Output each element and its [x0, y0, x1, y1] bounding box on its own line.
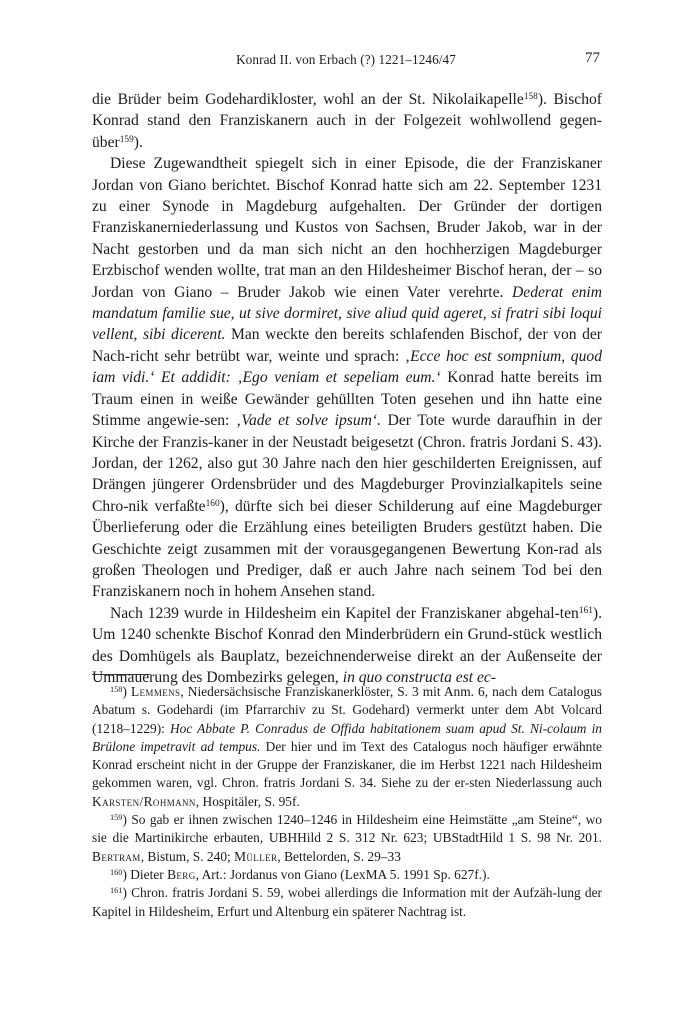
text-run: , Bistum, S. 240;: [140, 848, 235, 864]
text-run: ) Dieter: [122, 866, 168, 882]
text-run: , Hospitäler, S. 95f.: [195, 793, 300, 809]
footnote-ref-159: 159: [119, 134, 134, 145]
latin-quote: ‚Vade et solve ipsum‘.: [236, 412, 381, 430]
footnote-ref-161: 161: [578, 605, 593, 616]
latin-quote: Hoc Abbate P. Conradus de Offida habitationem suam apud St. Ni-colaum in Brülone impetravit ad tempus.: [92, 720, 602, 754]
author-name: Müller: [234, 848, 278, 864]
text-run: ). Um 1240 schenkte Bischof Konrad den Minderbrüdern ein Grund-stück westlich des Domhügels als Bauplatz, bezeichnenderweise direkt an der Außenseite der Ummauerung des Dombezirks gelegen,: [92, 604, 602, 686]
author-name: Bertram: [92, 848, 141, 864]
footnote-number: 159: [110, 812, 123, 822]
author-name: Karsten/Rohmann: [92, 793, 196, 809]
text-run: Konrad hatte bereits im Traum einen in weiße Gewänder gehüllten Toten gesehen und ihn hatte eine Stimme angewie-sen:: [92, 369, 602, 430]
footnote-number: 160: [110, 867, 123, 877]
main-text: [92, 89, 602, 688]
text-run: , Bettelorden, S. 29–33: [277, 848, 401, 864]
text-run: ), dürfte sich bei dieser Schilderung auf eine Magdeburger Überlieferung oder die Erzählung eines beteiligten Bruders gestützt haben. Die Geschichte zeigt zusammen mit der vorausgegangenen Bewertung Kon-rad als großen Theologen und Prediger, daß er auch Jahre nach seinem Tod bei den Franziskanern noch in hohem Ansehen stand.: [92, 497, 602, 601]
footnote-number: 158: [110, 684, 123, 694]
footnote-159: [92, 811, 602, 866]
footnote-158: [92, 683, 602, 811]
text-run: Der hier und im Text des Catalogus noch häufiger erwähnte Konrad erscheint nicht in der Gruppe der Franziskaner, die im Herbst 1221 nach Hildesheim gekommen waren, vgl. Chron. fratris Jordani S. 34. Siehe zu der er-sten Niederlassung auch: [92, 738, 602, 791]
latin-quote: in quo constructa est ec-: [342, 668, 497, 686]
text-run: , Niedersächsische Franziskanerklöster, S. 3 mit Anm. 6, nach dem Catalogus Abatum s. Godehardi (im Pfarrarchiv zu St. Godehard) vermerkt unter dem Abt Volcard (1218–1229):: [92, 684, 602, 736]
text-run: Nach 1239 wurde in Hildesheim ein Kapitel der Franziskaner abgehal-ten: [110, 604, 579, 622]
footnote-ref-158: 158: [523, 91, 538, 102]
text-run: Man weckte den bereits schlafenden Bischof, der von der Nach-richt sehr betrübt war, weinte und sprach:: [92, 326, 602, 365]
paragraph-1: [92, 89, 602, 153]
text-run: ) So gab er ihnen zwischen 1240–1246 in Hildesheim eine Heimstätte „am Steine“, wo sie die Martinikirche erbauten, UBHHild 2 S. 312 Nr. 623; UBStadtHild 1 S. 98 Nr. 201.: [92, 812, 602, 846]
author-name: Berg: [167, 866, 196, 882]
text-run: ) Chron. fratris Jordani S. 59, wobei allerdings die Information mit der Aufzäh-lung der Kapitel in Hildesheim, Erfurt und Altenburg ein späterer Nachtrag ist.: [92, 885, 602, 919]
page-number: 77: [585, 50, 600, 66]
page-header: [92, 50, 600, 70]
text-run: , Art.: Jordanus von Giano (LexMA 5. 1991 Sp. 627f.).: [195, 866, 490, 882]
text-run: die Brüder beim Godehardikloster, wohl an der St. Nikolaikapelle: [92, 91, 524, 108]
footnote-ref-160: 160: [205, 498, 220, 509]
footnote-161: [92, 884, 602, 921]
text-run: Diese Zugewandtheit spiegelt sich in einer Episode, die der Franziskaner Jordan von Giano berichtet. Bischof Konrad hatte sich am 22. September 1231 zu einer Synode in Magdeburg aufgehalten. Der Gründer der dortigen Franziskanerniederlassung und Kustos von Sachsen, Bruder Jakob, war in der Nacht gestorben und da man sich nicht an den hochherzigen Magdeburger Erzbischof wenden wollte, trat man an den Hildesheimer Bischof heran, der – so Jordan von Giano – Bruder Jakob wie einen Vater verehrte.: [92, 155, 602, 301]
footnotes: [92, 683, 602, 921]
paragraph-2: [92, 153, 602, 603]
text-run: Der Tote wurde daraufhin in der Kirche der Franzis-kaner in der Neustadt beigesetzt (Chron. fratris Jordani S. 43). Jordan, der 1262, also gut 30 Jahre nach den hier geschilderten Ereignissen, auf Drängen jüngerer Ordensbrüder und des Magdeburger Provinzialkapitels seine Chro-nik verfaßte: [92, 412, 603, 515]
text-run: ).: [133, 133, 143, 151]
latin-quote: Dederat enim mandatum familie sue, ut sive dormiret, sive aliud quid ageret, si fratri sibi loqui vellent, sibi dicerent.: [92, 283, 603, 344]
author-name: Lemmens: [130, 684, 181, 699]
footnote-rule: [92, 674, 150, 675]
latin-quote: ‚Ecce hoc est sompnium, quod iam vidi.‘ Et addidit: ‚Ego veniam et sepeliam eum.‘: [92, 347, 602, 387]
paragraph-3: [92, 603, 602, 689]
footnote-160: [92, 866, 602, 884]
footnote-number: 161: [110, 886, 123, 896]
text-run: ): [122, 684, 131, 699]
running-title: Konrad II. von Erbach (?) 1221–1246/47: [236, 52, 456, 67]
text-run: ). Bischof Konrad stand den Franziskanern auch in der Folgezeit wohlwollend gegen-über: [92, 91, 602, 151]
